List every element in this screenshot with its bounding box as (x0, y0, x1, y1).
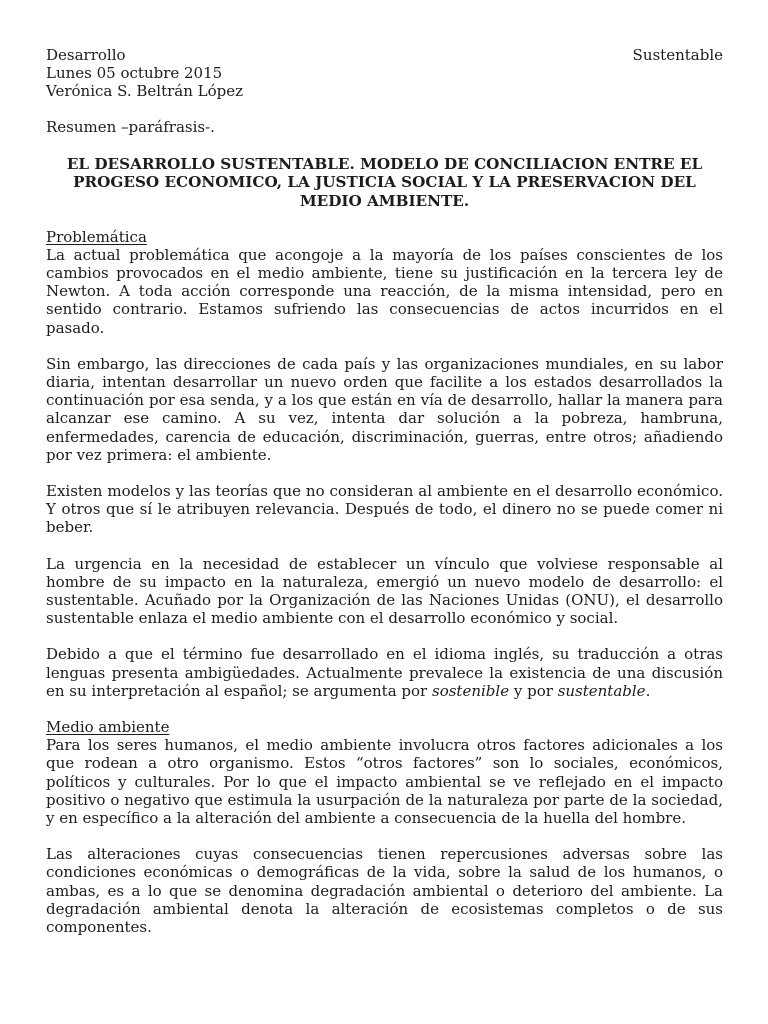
paragraph: Existen modelos y las teorías que no consideran al ambiente en el desarrollo económico. Y otros que sí le atribuyen relevancia. Después de todo, el dinero no se puede comer ni beber. (46, 482, 723, 537)
term-sostenible: sostenible (432, 681, 510, 700)
paragraph: Para los seres humanos, el medio ambiente involucra otros factores adicionales a los que rodean a otro organismo. Estos “otros factores” son lo sociales, económicos, políticos y culturales. Por lo que el impacto ambiental se ve reflejado en el impacto positivo o negativo que estimula la usurpación de la naturaleza por parte de la sociedad, y en específico a la alteración del ambiente a consecuencia de la huella del hombre. (46, 736, 723, 828)
header-author: Verónica S. Beltrán López (46, 82, 244, 101)
section-heading: Problemática (46, 227, 147, 246)
document-header (46, 46, 723, 101)
term-sustentable: sustentable (557, 681, 646, 700)
header-subject: Desarrollo (46, 46, 126, 64)
paragraph-terminology (46, 645, 723, 700)
header-date: Lunes 05 octubre 2015 (46, 64, 223, 83)
paragraph-end: . (645, 681, 651, 700)
header-first-row (46, 46, 723, 64)
header-subject-right: Sustentable (632, 46, 723, 64)
paragraph-text: Debido a que el término fue desarrollado en el idioma inglés, su traducción a otras lenguas presenta ambigüedades. Actualmente prevalece la existencia de una discusión en su interpretación al español; se argumenta por (46, 645, 723, 700)
paragraph: La urgencia en la necesidad de establecer un vínculo que volviese responsable al hombre de su impacto en la naturaleza, emergió un nuevo modelo de desarrollo: el sustentable. Acuñado por la Organización de las Naciones Unidas (ONU), el desarrollo sustentable enlaza el medio ambiente con el desarrollo económico y social. (46, 554, 723, 628)
summary-label: Resumen –paráfrasis-. (46, 117, 215, 136)
paragraph: La actual problemática que acongoje a la mayoría de los países conscientes de los cambios provocados en el medio ambiente, tiene su justificación en la tercera ley de Newton. A toda acción corresponde una reacción, de la misma intensidad, pero en sentido contrario. Estamos sufriendo las consecuencias de actos incurridos en el pasado. (46, 245, 723, 337)
paragraph: Las alteraciones cuyas consecuencias tienen repercusiones adversas sobre las condiciones económicas o demográficas de la vida, sobre la salud de los humanos, o ambas, es a lo que se denomina degradación ambiental o deterioro del ambiente. La degradación ambiental denota la alteración de ecosistemas completos o de sus componentes. (46, 845, 723, 937)
paragraph: Sin embargo, las direcciones de cada país y las organizaciones mundiales, en su labor diaria, intentan desarrollar un nuevo orden que facilite a los estados desarrollados la continuación por esa senda, y a los que están en vía de desarrollo, hallar la manera para alcanzar ese camino. A su vez, intenta dar solución a la pobreza, hambruna, enfermedades, carencia de educación, discriminación, guerras, entre otros; añadiendo por vez primera: el ambiente. (46, 354, 723, 464)
document-title: EL DESARROLLO SUSTENTABLE. MODELO DE CONCILIACION ENTRE EL PROGESO ECONOMICO, LA JUSTICIA SOCIAL Y LA PRESERVACION DEL MEDIO AMBIENTE. (66, 154, 703, 210)
section-problematica (46, 228, 723, 700)
section-heading: Medio ambiente (46, 718, 170, 737)
section-medio-ambiente (46, 718, 723, 936)
paragraph-connector: y por (513, 681, 553, 700)
